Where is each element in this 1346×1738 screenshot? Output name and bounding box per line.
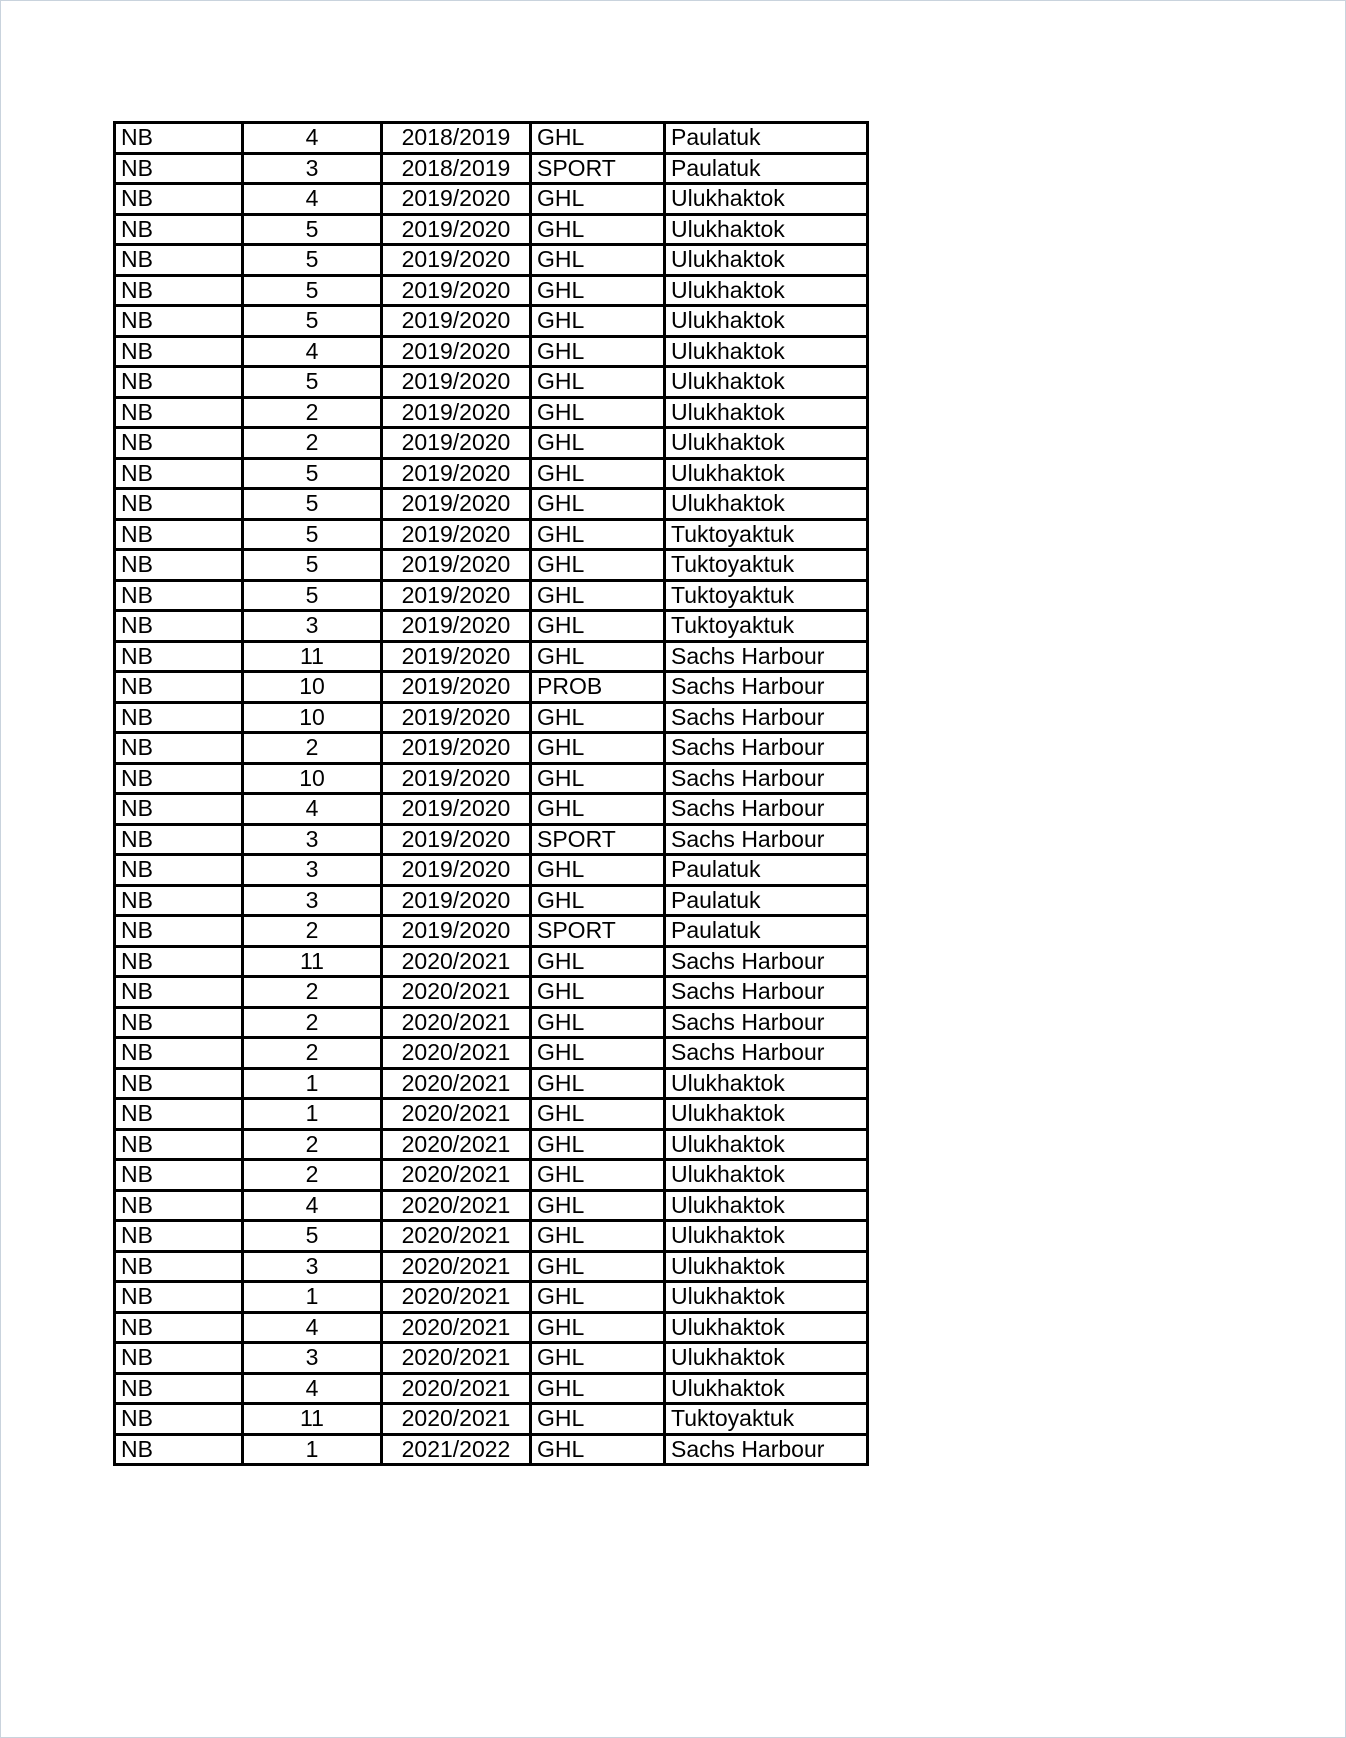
table-row	[115, 306, 868, 337]
cell-category: GHL	[531, 794, 665, 825]
cell-type: NB	[115, 1221, 243, 1252]
cell-number: 2	[243, 1007, 382, 1038]
cell-category: GHL	[531, 977, 665, 1008]
cell-category: PROB	[531, 672, 665, 703]
cell-location: Ulukhaktok	[665, 245, 868, 276]
cell-category: GHL	[531, 184, 665, 215]
cell-category: GHL	[531, 1373, 665, 1404]
cell-category: GHL	[531, 946, 665, 977]
cell-location: Tuktoyaktuk	[665, 611, 868, 642]
cell-season: 2019/2020	[382, 275, 531, 306]
cell-number: 3	[243, 153, 382, 184]
cell-number: 5	[243, 580, 382, 611]
cell-location: Sachs Harbour	[665, 1434, 868, 1465]
cell-location: Sachs Harbour	[665, 977, 868, 1008]
cell-number: 2	[243, 1129, 382, 1160]
table-row	[115, 672, 868, 703]
cell-category: GHL	[531, 733, 665, 764]
cell-location: Ulukhaktok	[665, 397, 868, 428]
cell-category: GHL	[531, 885, 665, 916]
cell-location: Sachs Harbour	[665, 1007, 868, 1038]
table-row	[115, 824, 868, 855]
cell-type: NB	[115, 641, 243, 672]
cell-category: GHL	[531, 1343, 665, 1374]
cell-category: GHL	[531, 1434, 665, 1465]
table-row	[115, 184, 868, 215]
cell-season: 2020/2021	[382, 977, 531, 1008]
cell-number: 2	[243, 977, 382, 1008]
cell-number: 4	[243, 123, 382, 154]
cell-type: NB	[115, 580, 243, 611]
cell-number: 3	[243, 1343, 382, 1374]
cell-number: 10	[243, 763, 382, 794]
cell-type: NB	[115, 367, 243, 398]
cell-location: Paulatuk	[665, 123, 868, 154]
table-row	[115, 733, 868, 764]
cell-number: 4	[243, 184, 382, 215]
table-row	[115, 123, 868, 154]
table-row	[115, 275, 868, 306]
cell-type: NB	[115, 702, 243, 733]
table-row	[115, 794, 868, 825]
cell-number: 4	[243, 794, 382, 825]
cell-category: GHL	[531, 275, 665, 306]
cell-number: 3	[243, 855, 382, 886]
cell-location: Ulukhaktok	[665, 336, 868, 367]
cell-type: NB	[115, 1068, 243, 1099]
cell-type: NB	[115, 855, 243, 886]
cell-season: 2020/2021	[382, 1190, 531, 1221]
cell-number: 5	[243, 214, 382, 245]
cell-location: Sachs Harbour	[665, 824, 868, 855]
cell-type: NB	[115, 916, 243, 947]
table-row	[115, 153, 868, 184]
cell-season: 2019/2020	[382, 367, 531, 398]
cell-number: 5	[243, 245, 382, 276]
cell-number: 2	[243, 428, 382, 459]
cell-season: 2019/2020	[382, 397, 531, 428]
cell-number: 2	[243, 1038, 382, 1069]
table-row	[115, 916, 868, 947]
table-row	[115, 1282, 868, 1313]
cell-season: 2019/2020	[382, 794, 531, 825]
cell-location: Ulukhaktok	[665, 1312, 868, 1343]
cell-type: NB	[115, 672, 243, 703]
cell-type: NB	[115, 1251, 243, 1282]
cell-type: NB	[115, 733, 243, 764]
cell-location: Ulukhaktok	[665, 1068, 868, 1099]
cell-type: NB	[115, 1434, 243, 1465]
cell-number: 10	[243, 702, 382, 733]
cell-type: NB	[115, 885, 243, 916]
cell-season: 2019/2020	[382, 916, 531, 947]
cell-type: NB	[115, 519, 243, 550]
cell-number: 5	[243, 458, 382, 489]
table-row	[115, 1251, 868, 1282]
cell-location: Ulukhaktok	[665, 489, 868, 520]
cell-season: 2020/2021	[382, 1251, 531, 1282]
cell-number: 4	[243, 1190, 382, 1221]
table-row	[115, 611, 868, 642]
table-row	[115, 367, 868, 398]
table-row	[115, 519, 868, 550]
cell-season: 2019/2020	[382, 702, 531, 733]
cell-location: Ulukhaktok	[665, 184, 868, 215]
cell-category: GHL	[531, 458, 665, 489]
cell-season: 2019/2020	[382, 245, 531, 276]
cell-season: 2020/2021	[382, 1099, 531, 1130]
cell-number: 5	[243, 367, 382, 398]
cell-type: NB	[115, 550, 243, 581]
cell-type: NB	[115, 763, 243, 794]
cell-season: 2019/2020	[382, 672, 531, 703]
cell-season: 2020/2021	[382, 1129, 531, 1160]
cell-location: Ulukhaktok	[665, 1099, 868, 1130]
table-row	[115, 1343, 868, 1374]
cell-type: NB	[115, 245, 243, 276]
cell-number: 4	[243, 1312, 382, 1343]
table-row	[115, 489, 868, 520]
table-row	[115, 641, 868, 672]
table-row	[115, 397, 868, 428]
cell-season: 2020/2021	[382, 1160, 531, 1191]
cell-category: GHL	[531, 367, 665, 398]
cell-category: GHL	[531, 1068, 665, 1099]
cell-location: Sachs Harbour	[665, 794, 868, 825]
cell-type: NB	[115, 1007, 243, 1038]
cell-category: GHL	[531, 641, 665, 672]
cell-season: 2019/2020	[382, 611, 531, 642]
table-row	[115, 855, 868, 886]
cell-season: 2019/2020	[382, 428, 531, 459]
cell-category: GHL	[531, 1312, 665, 1343]
cell-season: 2019/2020	[382, 184, 531, 215]
cell-location: Tuktoyaktuk	[665, 519, 868, 550]
cell-season: 2019/2020	[382, 824, 531, 855]
cell-location: Ulukhaktok	[665, 214, 868, 245]
table-row	[115, 1312, 868, 1343]
cell-location: Ulukhaktok	[665, 1129, 868, 1160]
cell-type: NB	[115, 153, 243, 184]
cell-type: NB	[115, 1373, 243, 1404]
cell-season: 2019/2020	[382, 733, 531, 764]
cell-type: NB	[115, 123, 243, 154]
table-row	[115, 1160, 868, 1191]
cell-number: 11	[243, 946, 382, 977]
cell-number: 3	[243, 611, 382, 642]
cell-type: NB	[115, 397, 243, 428]
table-row	[115, 550, 868, 581]
cell-number: 3	[243, 885, 382, 916]
cell-category: GHL	[531, 1282, 665, 1313]
cell-number: 5	[243, 275, 382, 306]
cell-season: 2019/2020	[382, 885, 531, 916]
cell-type: NB	[115, 1404, 243, 1435]
cell-season: 2020/2021	[382, 1404, 531, 1435]
cell-category: GHL	[531, 245, 665, 276]
cell-location: Paulatuk	[665, 153, 868, 184]
cell-type: NB	[115, 1129, 243, 1160]
cell-number: 4	[243, 1373, 382, 1404]
cell-number: 1	[243, 1282, 382, 1313]
cell-location: Sachs Harbour	[665, 763, 868, 794]
cell-number: 1	[243, 1434, 382, 1465]
table-row	[115, 1038, 868, 1069]
table-row	[115, 245, 868, 276]
cell-category: GHL	[531, 489, 665, 520]
cell-number: 10	[243, 672, 382, 703]
cell-number: 1	[243, 1099, 382, 1130]
cell-location: Ulukhaktok	[665, 367, 868, 398]
cell-location: Paulatuk	[665, 855, 868, 886]
cell-category: GHL	[531, 580, 665, 611]
cell-location: Tuktoyaktuk	[665, 1404, 868, 1435]
cell-season: 2020/2021	[382, 1221, 531, 1252]
cell-location: Sachs Harbour	[665, 672, 868, 703]
cell-number: 2	[243, 733, 382, 764]
table-row	[115, 702, 868, 733]
cell-location: Ulukhaktok	[665, 1282, 868, 1313]
cell-type: NB	[115, 306, 243, 337]
cell-season: 2020/2021	[382, 946, 531, 977]
cell-number: 1	[243, 1068, 382, 1099]
cell-type: NB	[115, 1038, 243, 1069]
cell-type: NB	[115, 1160, 243, 1191]
cell-type: NB	[115, 275, 243, 306]
cell-season: 2019/2020	[382, 519, 531, 550]
cell-category: SPORT	[531, 153, 665, 184]
cell-number: 11	[243, 641, 382, 672]
table-row	[115, 763, 868, 794]
table-row	[115, 1373, 868, 1404]
cell-location: Ulukhaktok	[665, 1221, 868, 1252]
cell-location: Sachs Harbour	[665, 1038, 868, 1069]
cell-location: Tuktoyaktuk	[665, 550, 868, 581]
cell-category: GHL	[531, 1038, 665, 1069]
cell-season: 2020/2021	[382, 1373, 531, 1404]
cell-type: NB	[115, 611, 243, 642]
cell-season: 2019/2020	[382, 489, 531, 520]
cell-type: NB	[115, 824, 243, 855]
cell-season: 2018/2019	[382, 153, 531, 184]
cell-category: GHL	[531, 336, 665, 367]
cell-type: NB	[115, 1099, 243, 1130]
table-row	[115, 458, 868, 489]
cell-category: GHL	[531, 428, 665, 459]
table-row	[115, 1221, 868, 1252]
cell-number: 11	[243, 1404, 382, 1435]
cell-location: Sachs Harbour	[665, 641, 868, 672]
cell-number: 2	[243, 1160, 382, 1191]
cell-location: Sachs Harbour	[665, 733, 868, 764]
cell-season: 2020/2021	[382, 1007, 531, 1038]
cell-category: GHL	[531, 550, 665, 581]
cell-location: Ulukhaktok	[665, 306, 868, 337]
cell-season: 2019/2020	[382, 214, 531, 245]
table-row	[115, 1129, 868, 1160]
cell-location: Paulatuk	[665, 885, 868, 916]
cell-category: GHL	[531, 1099, 665, 1130]
cell-location: Ulukhaktok	[665, 1160, 868, 1191]
cell-number: 2	[243, 916, 382, 947]
cell-season: 2020/2021	[382, 1343, 531, 1374]
table-row	[115, 1434, 868, 1465]
cell-type: NB	[115, 458, 243, 489]
cell-season: 2019/2020	[382, 458, 531, 489]
data-table	[113, 121, 869, 1466]
cell-location: Tuktoyaktuk	[665, 580, 868, 611]
cell-category: GHL	[531, 1404, 665, 1435]
table-body	[115, 123, 868, 1465]
cell-category: SPORT	[531, 824, 665, 855]
cell-location: Ulukhaktok	[665, 1251, 868, 1282]
cell-category: GHL	[531, 1160, 665, 1191]
cell-category: GHL	[531, 306, 665, 337]
cell-category: GHL	[531, 1190, 665, 1221]
table-row	[115, 1068, 868, 1099]
cell-number: 3	[243, 1251, 382, 1282]
cell-category: GHL	[531, 855, 665, 886]
cell-season: 2019/2020	[382, 550, 531, 581]
table-row	[115, 977, 868, 1008]
cell-category: GHL	[531, 1251, 665, 1282]
cell-category: GHL	[531, 214, 665, 245]
table-row	[115, 885, 868, 916]
cell-category: GHL	[531, 1129, 665, 1160]
cell-category: GHL	[531, 519, 665, 550]
cell-season: 2020/2021	[382, 1282, 531, 1313]
cell-type: NB	[115, 336, 243, 367]
cell-category: GHL	[531, 763, 665, 794]
cell-season: 2020/2021	[382, 1068, 531, 1099]
cell-type: NB	[115, 977, 243, 1008]
cell-location: Ulukhaktok	[665, 275, 868, 306]
cell-category: GHL	[531, 123, 665, 154]
cell-season: 2021/2022	[382, 1434, 531, 1465]
cell-season: 2019/2020	[382, 763, 531, 794]
cell-season: 2020/2021	[382, 1038, 531, 1069]
cell-type: NB	[115, 1343, 243, 1374]
table-row	[115, 1404, 868, 1435]
cell-number: 5	[243, 489, 382, 520]
table-row	[115, 580, 868, 611]
cell-number: 4	[243, 336, 382, 367]
table-row	[115, 214, 868, 245]
cell-type: NB	[115, 1282, 243, 1313]
cell-category: GHL	[531, 1007, 665, 1038]
cell-type: NB	[115, 794, 243, 825]
cell-type: NB	[115, 1190, 243, 1221]
table-row	[115, 1190, 868, 1221]
cell-type: NB	[115, 428, 243, 459]
cell-season: 2018/2019	[382, 123, 531, 154]
cell-type: NB	[115, 1312, 243, 1343]
cell-type: NB	[115, 214, 243, 245]
cell-number: 5	[243, 1221, 382, 1252]
cell-type: NB	[115, 489, 243, 520]
cell-season: 2019/2020	[382, 641, 531, 672]
cell-location: Sachs Harbour	[665, 702, 868, 733]
cell-category: GHL	[531, 702, 665, 733]
cell-location: Sachs Harbour	[665, 946, 868, 977]
cell-number: 3	[243, 824, 382, 855]
cell-type: NB	[115, 946, 243, 977]
cell-location: Ulukhaktok	[665, 1190, 868, 1221]
cell-category: GHL	[531, 397, 665, 428]
cell-season: 2020/2021	[382, 1312, 531, 1343]
cell-category: GHL	[531, 611, 665, 642]
cell-location: Ulukhaktok	[665, 1373, 868, 1404]
cell-season: 2019/2020	[382, 580, 531, 611]
cell-season: 2019/2020	[382, 855, 531, 886]
cell-type: NB	[115, 184, 243, 215]
cell-location: Ulukhaktok	[665, 458, 868, 489]
cell-location: Ulukhaktok	[665, 1343, 868, 1374]
cell-number: 2	[243, 397, 382, 428]
cell-category: SPORT	[531, 916, 665, 947]
cell-location: Paulatuk	[665, 916, 868, 947]
cell-number: 5	[243, 306, 382, 337]
cell-category: GHL	[531, 1221, 665, 1252]
table-row	[115, 946, 868, 977]
table-row	[115, 428, 868, 459]
table-row	[115, 336, 868, 367]
cell-season: 2019/2020	[382, 306, 531, 337]
cell-season: 2019/2020	[382, 336, 531, 367]
cell-number: 5	[243, 550, 382, 581]
table-row	[115, 1099, 868, 1130]
cell-location: Ulukhaktok	[665, 428, 868, 459]
cell-number: 5	[243, 519, 382, 550]
table-row	[115, 1007, 868, 1038]
